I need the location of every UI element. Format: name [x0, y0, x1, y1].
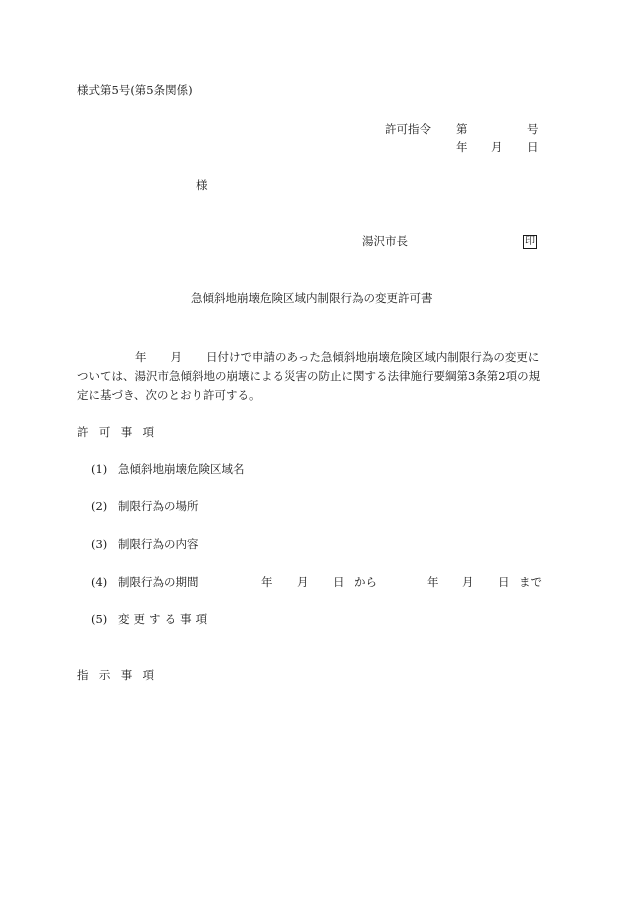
period-end-month: 月: [462, 575, 474, 589]
body-line-2: ついては、湯沢市急傾斜地の崩壊による災害の防止に関する法律施行要綱第3条第2項の規: [77, 369, 541, 383]
period-start-year: 年: [261, 575, 273, 589]
item-label-changes: 変更する事項: [118, 612, 212, 626]
period-start-day: 日: [333, 575, 345, 589]
item-number: (1): [91, 462, 108, 476]
item-label-location: 制限行為の場所: [118, 499, 199, 513]
period-end-day: 日: [498, 575, 510, 589]
item-label-area-name: 急傾斜地崩壊危険区域名: [118, 462, 245, 476]
permit-items-heading: 許可事項: [77, 425, 165, 439]
item-number: (3): [91, 537, 108, 551]
form-label: 様式第5号(第5条関係): [77, 83, 193, 97]
item-number: (5): [91, 612, 108, 626]
period-start-month: 月: [297, 575, 309, 589]
body-month: 月: [170, 350, 182, 364]
seal-mark: 印: [525, 236, 535, 247]
body-line-3: 定に基づき、次のとおり許可する。: [77, 388, 261, 402]
date-year: 年: [456, 140, 468, 154]
period-until: まで: [519, 575, 542, 589]
body-year: 年: [135, 350, 147, 364]
item-label-content: 制限行為の内容: [118, 537, 199, 551]
number-prefix: 第: [456, 122, 468, 136]
number-suffix: 号: [527, 122, 539, 136]
addressee-suffix: 様: [196, 178, 208, 192]
instructions-heading: 指示事項: [77, 668, 165, 682]
date-month: 月: [491, 140, 503, 154]
period-end-year: 年: [427, 575, 439, 589]
item-number: (4): [91, 575, 108, 589]
date-day: 日: [527, 140, 539, 154]
document-title: 急傾斜地崩壊危険区域内制限行為の変更許可書: [191, 291, 433, 305]
item-number: (2): [91, 499, 108, 513]
body-line-1-rest: 日付けで申請のあった急傾斜地崩壊危険区域内制限行為の変更に: [206, 350, 540, 364]
item-label-period: 制限行為の期間: [118, 575, 199, 589]
issuer-title: 湯沢市長: [362, 234, 408, 248]
permit-designation: 許可指令: [385, 122, 431, 136]
period-from: から: [354, 575, 377, 589]
body-paragraph: [77, 348, 555, 405]
body-line-1: [77, 348, 555, 367]
